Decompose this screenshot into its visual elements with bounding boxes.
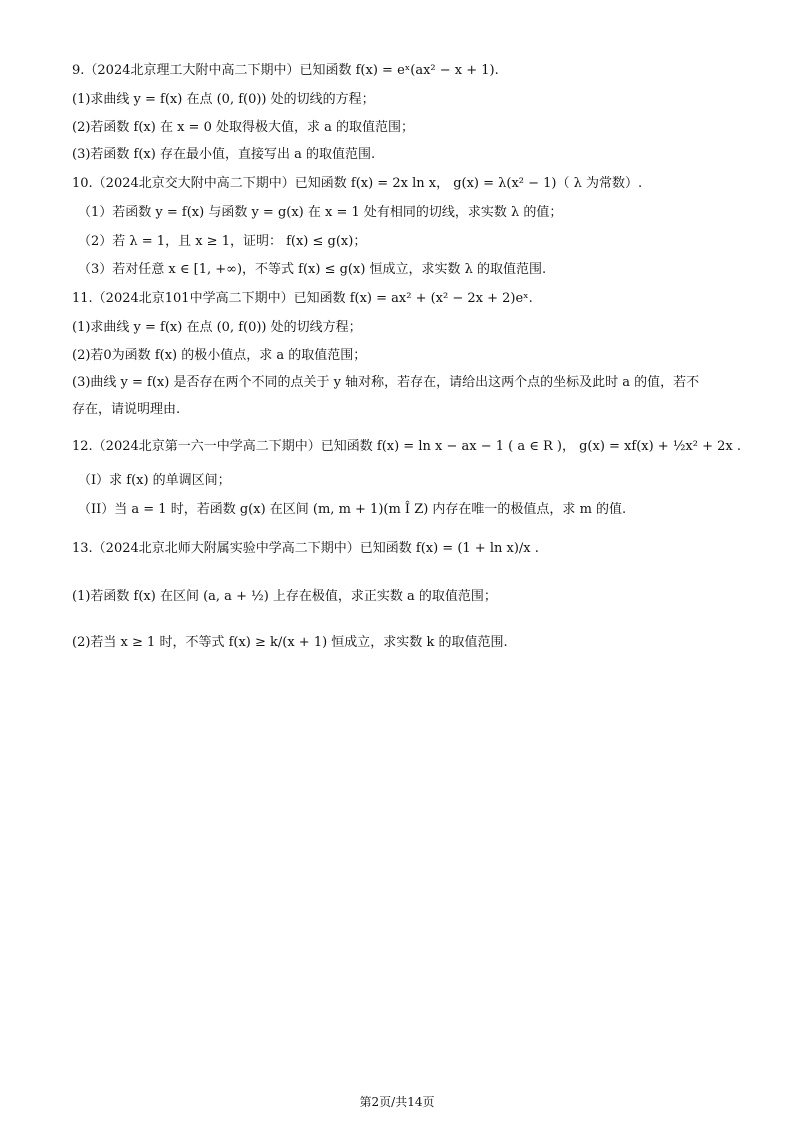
problem-11-part-2: (2)若0为函数 f(x) 的极小值点，求 a 的取值范围； — [72, 348, 367, 363]
problem-13-header: 13.（2024北京北师大附属实验中学高二下期中）已知函数 f(x) = (1 + ln x)/x . — [72, 541, 539, 556]
problem-11-part-3-cont: 存在，请说明理由. — [72, 402, 181, 417]
problem-13-part-1: (1)若函数 f(x) 在区间 (a, a + ½) 上存在极值，求正实数 a 的取值范围； — [72, 589, 497, 604]
problem-9-part-1: (1)求曲线 y = f(x) 在点 (0, f(0)) 处的切线的方程； — [72, 92, 375, 107]
problem-10-part-3: （3）若对任意 x ∈ [1, +∞)，不等式 f(x) ≤ g(x) 恒成立，求实数 λ 的取值范围. — [78, 262, 547, 277]
problem-10-part-2: （2）若 λ = 1，且 x ≥ 1，证明： f(x) ≤ g(x)； — [78, 234, 367, 249]
problem-10-header: 10.（2024北京交大附中高二下期中）已知函数 f(x) = 2x ln x， g(x) = λ(x² − 1)（ λ 为常数）. — [72, 176, 643, 191]
problem-10-part-1: （1）若函数 y = f(x) 与函数 y = g(x) 在 x = 1 处有相同的切线，求实数 λ 的值； — [78, 205, 563, 220]
problem-9-part-3: (3)若函数 f(x) 存在最小值，直接写出 a 的取值范围. — [72, 147, 376, 162]
problem-9-part-2: (2)若函数 f(x) 在 x = 0 处取得极大值，求 a 的取值范围； — [72, 120, 415, 135]
page-footer: 第2页/共14页 — [359, 1095, 435, 1109]
problem-11-header: 11.（2024北京101中学高二下期中）已知函数 f(x) = ax² + (x² − 2x + 2)eˣ. — [72, 291, 533, 306]
problem-9-header: 9.（2024北京理工大附中高二下期中）已知函数 f(x) = eˣ(ax² − x + 1). — [72, 63, 499, 78]
problem-11-part-1: (1)求曲线 y = f(x) 在点 (0, f(0)) 处的切线方程； — [72, 320, 362, 335]
problem-12-header: 12.（2024北京第一六一中学高二下期中）已知函数 f(x) = ln x − ax − 1 ( a ∈ R )， g(x) = xf(x) + ½x² + 2x . — [72, 439, 741, 454]
problem-12-part-2: （II）当 a = 1 时，若函数 g(x) 在区间 (m, m + 1)(m Î Z) 内存在唯一的极值点，求 m 的值. — [78, 502, 627, 517]
problem-12-part-1: （I）求 f(x) 的单调区间； — [78, 473, 231, 488]
problem-11-part-3: (3)曲线 y = f(x) 是否存在两个不同的点关于 y 轴对称，若存在，请给出这两个点的坐标及此时 a 的值，若不 — [72, 375, 700, 390]
problem-13-part-2: (2)若当 x ≥ 1 时，不等式 f(x) ≥ k/(x + 1) 恒成立，求实数 k 的取值范围. — [72, 635, 508, 650]
